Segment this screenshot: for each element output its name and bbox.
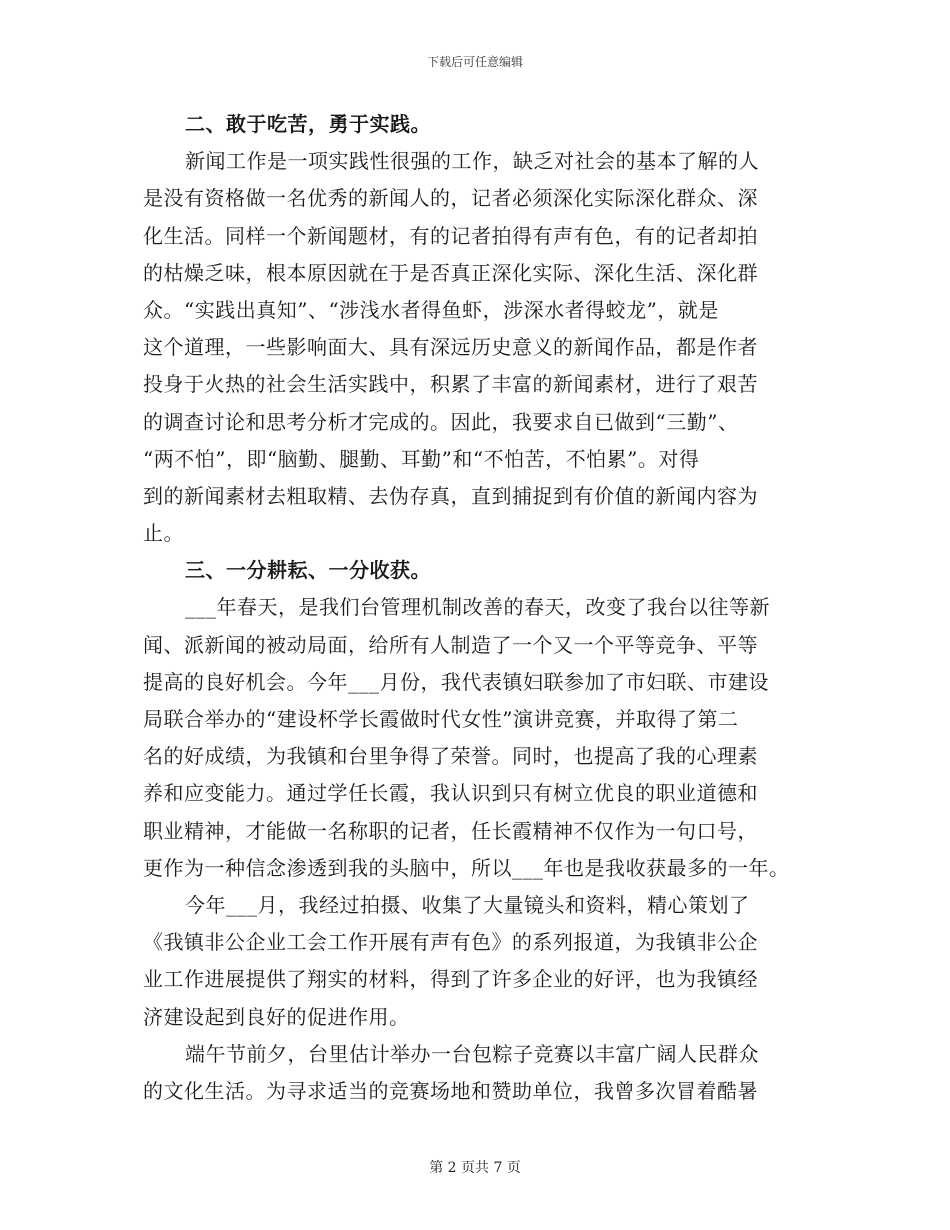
section-heading: 三、一分耕耘、一分收获。 xyxy=(185,558,431,583)
paragraph-line: 的调查讨论和思考分析才完成的。因此，我要求自已做到“三勤”、 xyxy=(143,409,739,434)
document-body xyxy=(143,106,823,1110)
page-footer: 第 2 页共 7 页 xyxy=(429,1160,521,1176)
paragraph xyxy=(143,887,823,1036)
paragraph-line: 济建设起到良好的促进作用。 xyxy=(143,1004,410,1029)
section-heading: 二、敢于吃苦，勇于实践。 xyxy=(185,112,431,136)
paragraph-line: “两不怕”，即“脑勤、腿勤、耳勤”和“不怕苦，不怕累”。对得 xyxy=(143,446,700,471)
paragraph-line: 今年___月，我经过拍摄、收集了大量镜头和资料，精心策划了 xyxy=(185,892,750,917)
paragraph-line: 业工作进展提供了翔实的材料，得到了许多企业的好评，也为我镇经 xyxy=(143,967,758,992)
paragraph-line: ___年春天，是我们台管理机制改善的春天，改变了我台以往等新 xyxy=(185,595,770,620)
paragraph-line: 到的新闻素材去粗取精、去伪存真，直到捕捉到有价值的新闻内容为 xyxy=(143,483,758,508)
paragraph-line: 更作为一种信念渗透到我的头脑中，所以___年也是我收获最多的一年。 xyxy=(143,855,790,880)
paragraph-line: 的文化生活。为寻求适当的竞赛场地和赞助单位，我曾多次冒着酷暑 xyxy=(143,1078,758,1103)
paragraph-line: 端午节前夕，台里估计举办一台包粽子竞赛以丰富广阔人民群众 xyxy=(185,1041,759,1066)
paragraph-line: 化生活。同样一个新闻题材，有的记者拍得有声有色，有的记者却拍 xyxy=(143,223,758,248)
paragraph-line: 投身于火热的社会生活实践中，积累了丰富的新闻素材，进行了艰苦 xyxy=(143,372,758,397)
paragraph xyxy=(143,1036,823,1110)
paragraph-line: 职业精神，才能做一名称职的记者，任长霞精神不仅作为一句口号， xyxy=(143,818,758,843)
paragraph-line: 名的好成绩，为我镇和台里争得了荣誉。同时，也提高了我的心理素 xyxy=(143,744,758,769)
paragraph-line: 的枯燥乏味，根本原因就在于是否真正深化实际、深化生活、深化群 xyxy=(143,260,758,285)
page-header: 下载后可任意编辑 xyxy=(426,55,523,69)
paragraph-line: 提高的良好机会。今年___月份，我代表镇妇联参加了市妇联、市建设 xyxy=(143,669,769,694)
paragraph-line: 《我镇非公企业工会工作开展有声有色》的系列报道，为我镇非公企 xyxy=(143,930,758,955)
paragraph xyxy=(143,589,823,887)
paragraph-line: 新闻工作是一项实践性很强的工作，缺乏对社会的基本了解的人 xyxy=(185,149,759,174)
paragraph-line: 众。“实践出真知”、“涉浅水者得鱼虾，涉深水者得蛟龙”，就是 xyxy=(143,297,719,322)
paragraph-line: 止。 xyxy=(143,521,184,546)
paragraph-line: 这个道理，一些影响面大、具有深远历史意义的新闻作品，都是作者 xyxy=(143,335,758,360)
paragraph-line: 局联合举办的“建设杯学长霞做时代女性”演讲竞赛，并取得了第二 xyxy=(143,707,739,731)
paragraph xyxy=(143,143,823,552)
paragraph-line: 闻、派新闻的被动局面，给所有人制造了一个又一个平等竞争、平等 xyxy=(143,632,758,657)
paragraph-line: 是没有资格做一名优秀的新闻人的，记者必须深化实际深化群众、深 xyxy=(143,186,758,211)
paragraph-line: 养和应变能力。通过学任长霞，我认识到只有树立优良的职业道德和 xyxy=(143,781,758,806)
